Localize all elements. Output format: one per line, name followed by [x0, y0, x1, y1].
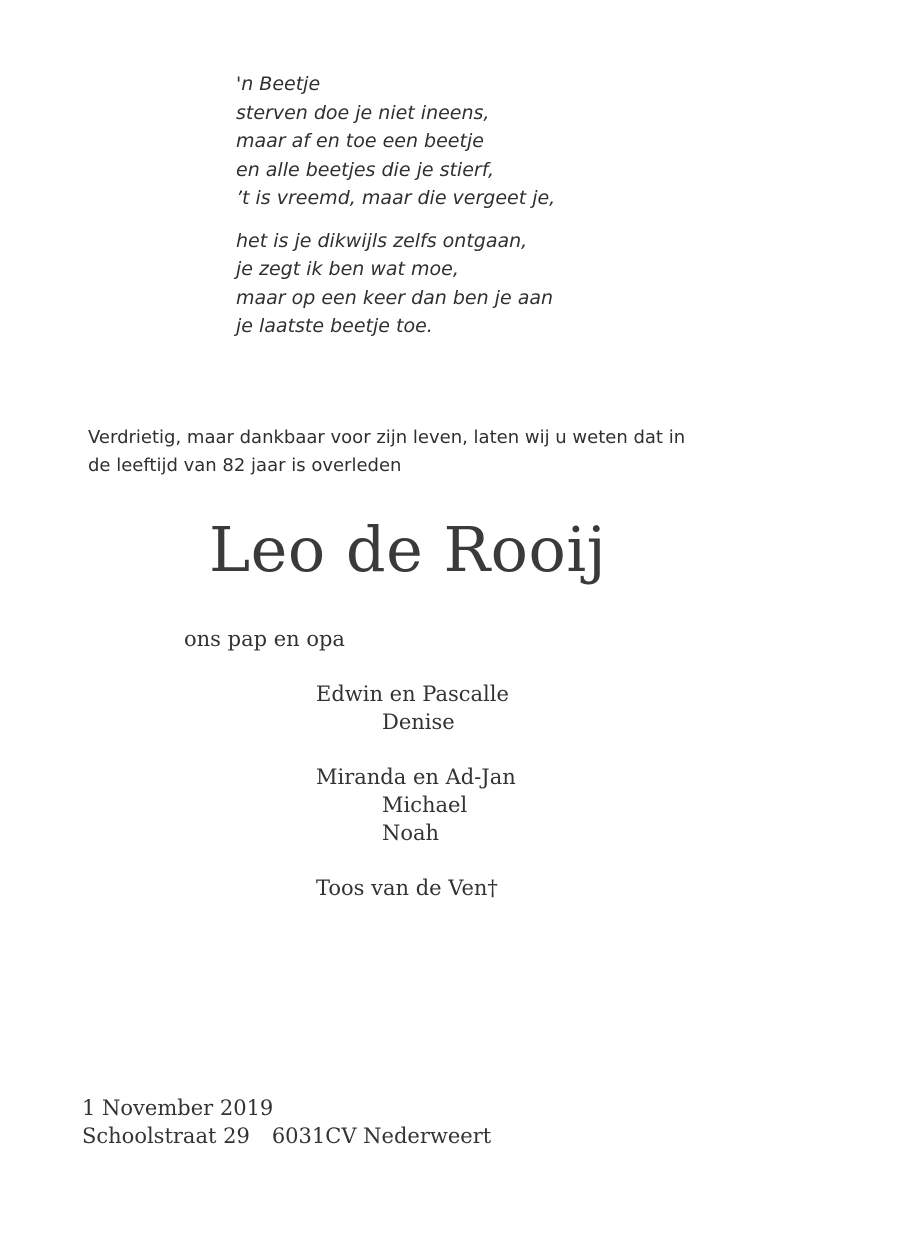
footer-details [82, 1094, 491, 1150]
address-line [82, 1122, 491, 1150]
poem-line: en alle beetjes die je stierf, [236, 158, 495, 181]
family-group-head: Miranda en Ad-Jan [316, 765, 516, 789]
announcement-line: de leeftijd van 82 jaar is overleden [88, 455, 402, 476]
family-group [316, 874, 516, 902]
poem-line: ’t is vreemd, maar die vergeet je, [236, 187, 556, 209]
poem-line: je laatste beetje toe. [236, 315, 433, 337]
family-group-head: Edwin en Pascalle [316, 682, 509, 706]
poem-line: het is je dikwijls zelfs ontgaan, [236, 229, 528, 252]
family-child: Michael [382, 793, 468, 817]
announcement-line: Verdrietig, maar dankbaar voor zijn leven, laten wij u weten dat in [88, 427, 686, 448]
poem-stanza-1 [236, 70, 555, 213]
family-child: Denise [382, 710, 455, 734]
poem-line: sterven doe je niet ineens, [236, 101, 490, 124]
postal-city-text: 6031CV Nederweert [271, 1124, 492, 1148]
poem-line: maar af en toe een beetje [236, 130, 484, 152]
date-text: 1 November 2019 [82, 1096, 274, 1120]
family-group-head: Toos van de Ven† [316, 876, 498, 900]
poem [236, 70, 555, 341]
poem-line: je zegt ik ben wat moe, [236, 258, 459, 280]
announcement-text [88, 424, 808, 480]
poem-line: maar op een keer dan ben je aan [236, 286, 554, 309]
family-child: Noah [382, 821, 440, 845]
family-group [316, 680, 516, 736]
relation-text: ons pap en opa [184, 627, 345, 651]
poem-stanza-2 [236, 227, 555, 341]
poem-line: 'n Beetje [236, 73, 321, 95]
family-list [316, 680, 516, 902]
deceased-name: Leo de Rooij [209, 513, 607, 586]
street-text: Schoolstraat 29 [82, 1124, 250, 1148]
family-group [316, 763, 516, 847]
